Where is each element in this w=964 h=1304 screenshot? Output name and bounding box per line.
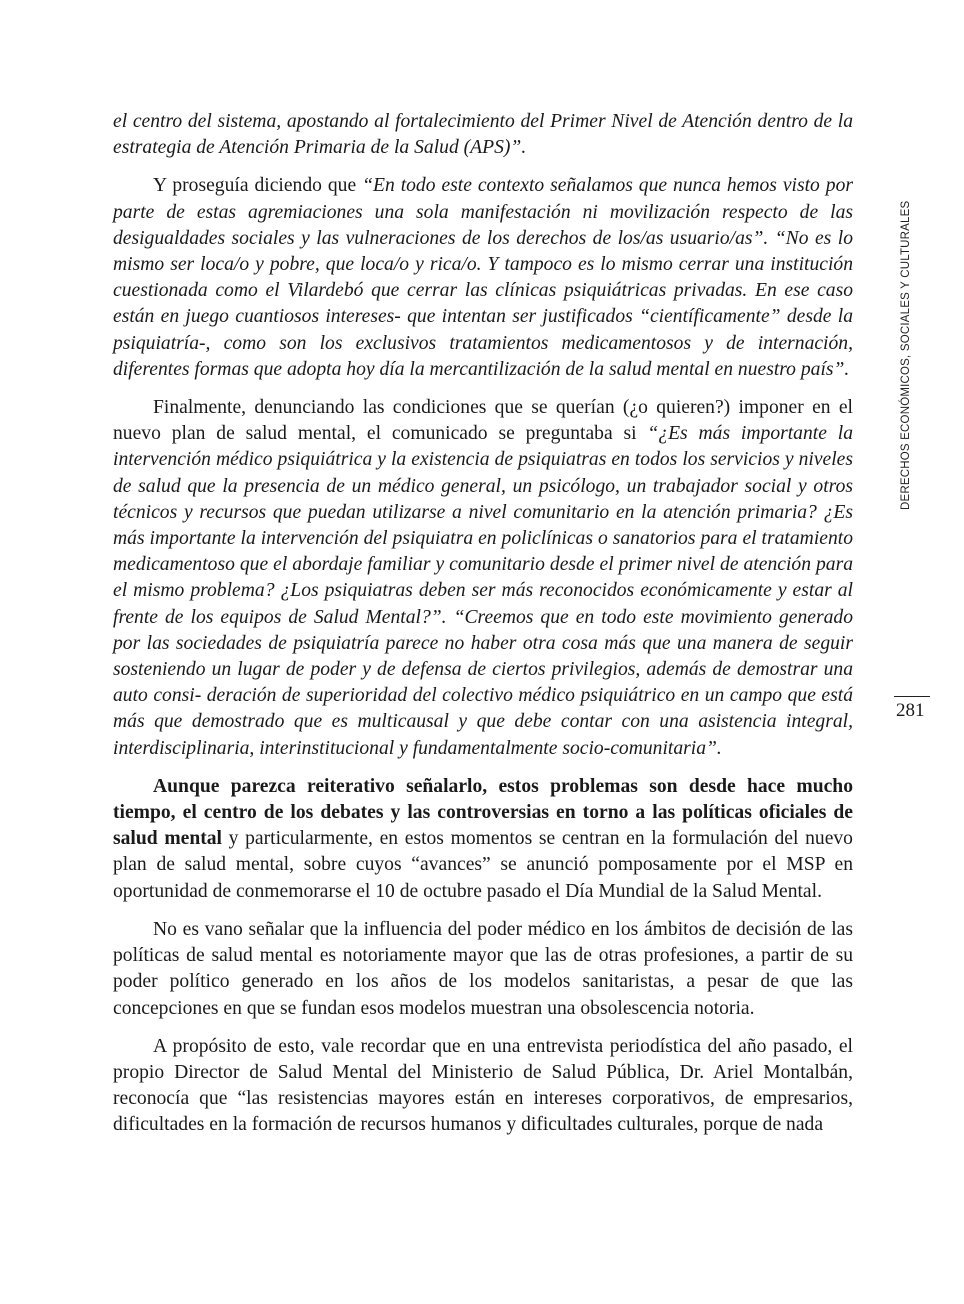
paragraph-1 xyxy=(113,109,853,161)
paragraph-4-bold: Aunque parezca reiterativo señalarlo, estos problemas son desde hace mucho tiempo, el centro de los debates y las controversias en torno a las políticas oficiales de salud mental xyxy=(113,775,853,850)
paragraph-6 xyxy=(113,1034,853,1139)
paragraph-6-text: A propósito de esto, vale recordar que en una entrevista periodística del año pasado, el propio Director de Salud Mental del Ministerio de Salud Pública, Dr. Ariel Montalbán, reconocía que “las resistencias mayores están en intereses corporativos, de empresarios, dificultades en la formación de recursos humanos y dificultades culturales, porque de nada xyxy=(113,1035,853,1136)
paragraph-3-quote: “¿Es más importante la intervención médico psiquiátrica y la existencia de psiquiatras en todos los servicios y niveles de salud que la presencia de un médico general, un psicólogo, un trabajador social y otros técnicos y recursos que puedan utilizarse a nivel comunitario en la atención primaria? ¿Es más importante la intervención del psiquiatra en policlínicas o sanatorios para el tratamiento medicamentoso que el abordaje familiar y comunitario desde el primer nivel de atención para el mismo problema? ¿Los psiquiatras deben ser más reconocidos económicamente y estar al frente de los equipos de Salud Mental?”. “Creemos que en todo este movimiento generado por las sociedades de psiquiatría parece no haber otra cosa más que una manera de seguir sosteniendo un lugar de poder y de defensa de ciertos privilegios, además de demostrar una auto consi- deración de superioridad del colectivo médico psiquiátrico en un campo que está más que demostrado que es multicausal y que debe contar con una asistencia integral, interdisciplinaria, interinstitucional y fundamentalmente socio-comunitaria”. xyxy=(113,423,853,759)
paragraph-2-lead: Y proseguía diciendo que xyxy=(153,175,363,197)
paragraph-3 xyxy=(113,395,853,762)
paragraph-5 xyxy=(113,917,853,1022)
paragraph-3-lead: Finalmente, denunciando las condiciones que se querían (¿o quieren?) imponer en el nuevo plan de salud mental, el comunicado se preguntaba si xyxy=(113,397,853,445)
page-number-rule xyxy=(894,696,930,697)
paragraph-2 xyxy=(113,173,853,383)
section-side-header: DERECHOS ECONÓMICOS, SOCIALES Y CULTURALES xyxy=(900,200,912,510)
paragraph-4-rest: y particularmente, en estos momentos se centran en la formulación del nuevo plan de salud mental, sobre cuyos “avances” se anunció pomposamente por el MSP en oportunidad de conmemorarse el 10 de octubre pasado el Día Mundial de la Salud Mental. xyxy=(113,828,853,902)
paragraph-2-quote: “En todo este contexto señalamos que nunca hemos visto por parte de estas agremiaciones una sola manifestación ni movilización respecto de las desigualdades sociales y las vulneraciones de los derechos de los/as usuario/as”. “No es lo mismo ser loca/o y pobre, que loca/o y rica/o. Y tampoco es lo mismo cerrar una institución cuestionada como el Vilardebó que cerrar las clínicas psiquiátricas privadas. En ese caso están en juego cuantiosos intereses- que intentan ser justificados “científicamente” desde la psiquiatría-, como son los exclusivos tratamientos medicamentosos y de internación, diferentes formas que adopta hoy día la mercantilización de la salud mental en nuestro país”. xyxy=(113,175,854,380)
body-text xyxy=(113,109,853,1151)
page-number: 281 xyxy=(896,700,925,721)
paragraph-4 xyxy=(113,774,853,905)
paragraph-5-text: No es vano señalar que la influencia del poder médico en los ámbitos de decisión de las políticas de salud mental es notoriamente mayor que las de otras profesiones, a partir de su poder político generado en los años de los modelos sanitaristas, a pesar de que las concepciones en que se fundan esos modelos muestran una obsolescencia notoria. xyxy=(113,918,853,1019)
paragraph-1-quote: el centro del sistema, apostando al fortalecimiento del Primer Nivel de Atención dentro de la estrategia de Atención Primaria de la Salud (APS)”. xyxy=(113,111,853,159)
